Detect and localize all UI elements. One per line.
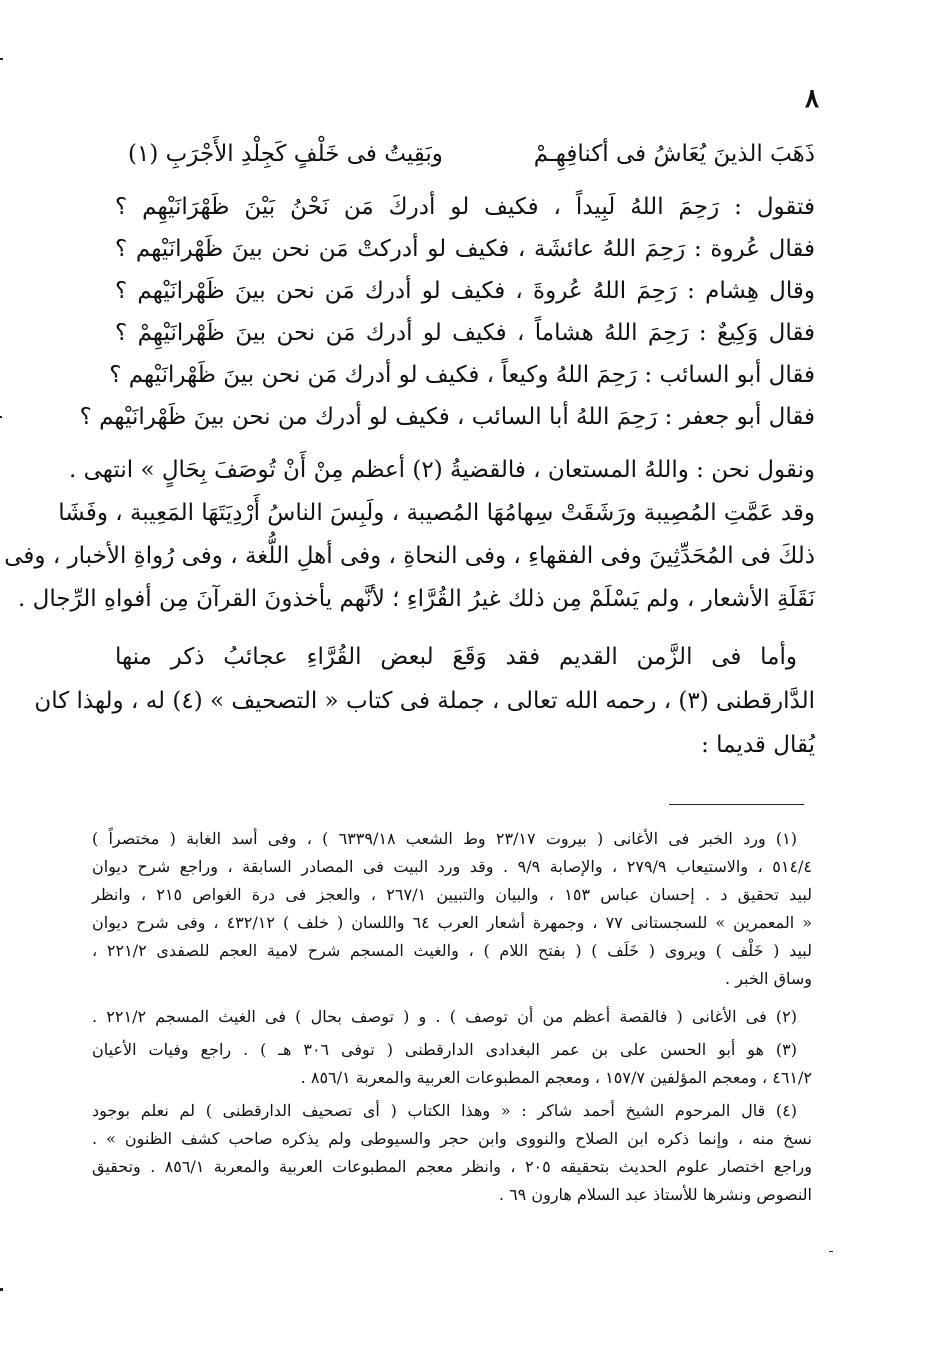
- scan-mark: [0, 416, 2, 418]
- footnote-line: « المعمرين » للسجستانى ٧٧ ، وجمهرة أشعار العرب ٦٤ واللسان ( خلف ) ٤٣٢/١٢ ، وفى شرح ديوان: [92, 913, 812, 932]
- footnote-separator: [669, 804, 804, 805]
- scan-mark: [0, 1288, 3, 1291]
- text-line: نَقَلَةِ الأشعار ، ولم يَسْلَمْ مِن ذلك غيرُ القُرَّاءِ ؛ لأنَّهم يأخذونَ القرآنَ مِن أفواهِ الرِّجال .: [18, 586, 815, 612]
- verse-hemistich-2: وبَقِيتُ فى خَلْفٍ كَجِلْدِ الأَجْرَبِ (١): [128, 141, 443, 167]
- footnote-line: نسخ منه ، وإنما ذكره ابن الصلاح والنووى وابن حجر والسيوطى ولم يذكره صاحب كشف الظنون » .: [92, 1129, 812, 1148]
- text-line: وأما فى الزَّمن القديم فقد وَقَعَ لبعض القُرَّاءِ عجائبُ ذكر منها: [115, 644, 797, 670]
- text-line: فقال وَكِيعٌ : رَحِمَ اللهُ هشاماً ، فكيف لو أدرك مَن نحن بينَ ظَهْرانَيْهِمْ ؟: [115, 320, 815, 346]
- footnote-line: ٥١٤/٤ ، والاستيعاب ٢٧٩/٩ ، والإصابة ٩/٩ . وقد ورد البيت فى المصادر السابقة ، وراجع شرح ديوان: [92, 857, 813, 876]
- text-line: فقال عُروة : رَحِمَ اللهُ عائشَة ، فكيف لو أدركتْ مَن نحن بينَ ظَهْرانَيْهم ؟: [115, 236, 815, 262]
- verse: [128, 132, 815, 176]
- text-line: فقال أبو السائب : رَحِمَ اللهُ وكيعاً ، فكيف لو أدرك مَن نحن بينَ ظَهْرانَيْهم ؟: [109, 362, 815, 388]
- scan-mark: [829, 1251, 833, 1252]
- text-line: وقد عَمَّتِ المُصِيبة ورَشَقَتْ سِهامُهَا المُصيبة ، ولَبِسَ الناسُ أَرْدِيَتَهَا المَعِيبة ، وفَشَا: [58, 500, 815, 526]
- text-line: فتقول : رَحِمَ اللهُ لَبِيداً ، فكيف لو أدركَ مَن نَحْنُ بَيْنَ ظَهْرَانَيْهِم ؟: [115, 194, 815, 220]
- text-line: الدَّارقطنى (٣) ، رحمه الله تعالى ، جملة فى كتاب « التصحيف » (٤) له ، ولهذا كان: [34, 688, 815, 714]
- text-line: ونقول نحن : واللهُ المستعان ، فالقضيةُ (٢) أعظم مِنْ أَنْ تُوصَفَ بِحَالٍ » انتهى .: [69, 457, 815, 483]
- text-line: يُقال قديما :: [701, 732, 815, 758]
- footnote-line: (٤) قال المرحوم الشيخ أحمد شاكر : « وهذا الكتاب ( أى تصحيف الدارقطنى ) لم نعلم بوجود: [92, 1101, 797, 1120]
- footnote-line: وراجع اختصار علوم الحديث بتحقيقه ٢٠٥ ، وانظر معجم المطبوعات العربية والمعربة ٨٥٦/١ . وتحقيق: [92, 1157, 812, 1176]
- text-line: وقال هِشام : رَحِمَ اللهُ عُروةَ ، فكيف لو أدرك مَن نحن بينَ ظَهْرانَيْهم ؟: [115, 278, 815, 304]
- footnote-line: النصوص ونشرها للأستاذ عبد السلام هارون ٦٩ .: [498, 1185, 812, 1204]
- footnote-line: لبيد تحقيق د . إحسان عباس ١٥٣ ، والبيان والتبيين ٢٦٧/١ ، والعجز فى درة الغواص ٢١٥ ، وانظر: [92, 885, 813, 904]
- page-number: ٨: [805, 84, 819, 114]
- footnote-line: (٢) فى الأغانى ( فالقصة أعظم من أن توصف ) . و ( توصف بحال ) فى الغيث المسجم ٢٢١/٢ .: [92, 1007, 798, 1026]
- footnote-line: ٤٦١/٢ ، ومعجم المؤلفين ١٥٧/٧ ، ومعجم المطبوعات العربية والمعربة ٨٥٦/١ .: [300, 1068, 812, 1087]
- scan-mark: [0, 58, 3, 60]
- text-line: فقال أبو جعفر : رَحِمَ اللهُ أبا السائب ، فكيف لو أدرك من نحن بينَ ظَهْرانَيْهم ؟: [79, 404, 815, 430]
- footnote-line: (٣) هو أبو الحسن على بن عمر البغدادى الدارقطنى ( توفى ٣٠٦ هـ ) . راجع وفيات الأعيان: [92, 1040, 797, 1059]
- footnote-line: (١) ورد الخبر فى الأغانى ( بيروت ٢٣/١٧ وط الشعب ٦٣٣٩/١٨ ) ، وفى أسد الغابة ( مختصراً ): [92, 829, 797, 848]
- text-line: ذلكَ فى المُحَدِّثِينَ وفى الفقهاءِ ، وفى النحاةِ ، وفى أهلِ اللُّغة ، وفى رُواةِ الأخبار ، وفى: [4, 543, 815, 569]
- footnote-line: لبيد ( خَلْف ) ويروى ( خَلَف ) ( بفتح اللام ) ، والغيث المسجم شرح لامية العجم للصفدى ٢٢١/٢ ،: [92, 941, 813, 960]
- footnote-line: وساق الخبر .: [725, 969, 812, 988]
- verse-hemistich-1: ذَهَبَ الذينَ يُعَاشُ فى أكنافِهِـمْ: [533, 141, 815, 167]
